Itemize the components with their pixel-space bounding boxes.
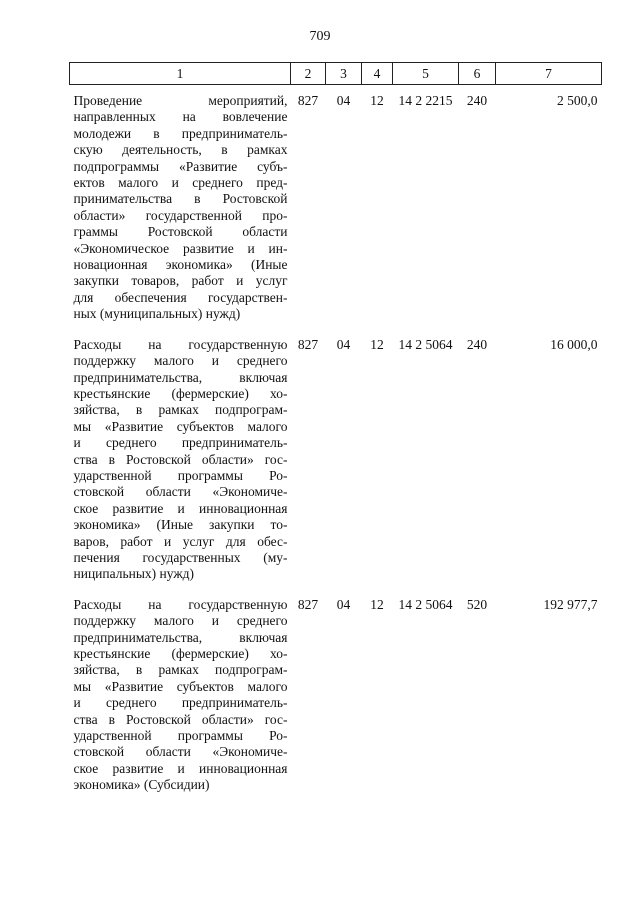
description-line: стовской области «Экономиче- bbox=[73, 744, 288, 760]
description-line: и среднего предприниматель- bbox=[73, 695, 288, 711]
description-line: граммы Ростовской области bbox=[73, 224, 288, 240]
row-amount: 2 500,0 bbox=[557, 93, 598, 108]
row-description bbox=[70, 589, 291, 800]
description-line: для обеспечения государствен- bbox=[73, 289, 288, 305]
row-ministry-code: 827 bbox=[297, 596, 319, 612]
row-expense-type: 520 bbox=[466, 596, 488, 612]
header-col-3: 3 bbox=[326, 63, 362, 85]
header-col-5: 5 bbox=[393, 63, 459, 85]
description-line: крестьянские (фермерские) хо- bbox=[73, 385, 288, 401]
description-line: молодежи в предприниматель- bbox=[73, 125, 288, 141]
description-line: «Экономическое развитие и ин- bbox=[73, 240, 288, 256]
header-col-2: 2 bbox=[291, 63, 326, 85]
row-ministry-code: 827 bbox=[297, 93, 319, 108]
description-line: подпрограммы «Развитие субъ- bbox=[73, 158, 288, 174]
row-expense-type: 240 bbox=[466, 93, 488, 108]
description-line: ных (муниципальных) нужд) bbox=[73, 306, 241, 322]
header-col-1: 1 bbox=[70, 63, 291, 85]
row-subsection-code: 12 bbox=[370, 596, 384, 612]
description-line: экономика» (Иные закупки то- bbox=[73, 517, 288, 533]
description-line: Расходы на государственную bbox=[73, 596, 288, 612]
row-section-code: 04 bbox=[336, 596, 351, 612]
description-line: направленных на вовлечение bbox=[73, 109, 288, 125]
description-line: мы «Развитие субъектов малого bbox=[73, 678, 288, 694]
budget-table bbox=[69, 62, 602, 800]
row-ministry-code: 827 bbox=[297, 336, 319, 352]
row-expense-type: 240 bbox=[466, 336, 488, 352]
description-line: предпринимательства, включая bbox=[73, 369, 288, 385]
header-col-7: 7 bbox=[496, 63, 602, 85]
table-row bbox=[70, 329, 602, 589]
description-line: ударственной программы Ро- bbox=[73, 728, 288, 744]
description-line: предпринимательства, включая bbox=[73, 629, 288, 645]
header-col-6: 6 bbox=[459, 63, 496, 85]
description-line: Проведение мероприятий, bbox=[73, 93, 288, 108]
description-line: ское развитие и инновационная bbox=[73, 760, 288, 776]
description-line: скую деятельность, в рамках bbox=[73, 142, 288, 158]
header-row bbox=[70, 63, 602, 85]
description-line: новационная экономика» (Иные bbox=[73, 257, 288, 273]
description-line: ударственной программы Ро- bbox=[73, 467, 288, 483]
row-target-article: 14 2 5064 bbox=[398, 336, 453, 352]
row-target-article: 14 2 2215 bbox=[398, 93, 453, 108]
row-target-article: 14 2 5064 bbox=[398, 596, 453, 612]
description-line: ское развитие и инновационная bbox=[73, 500, 288, 516]
table-body bbox=[70, 85, 602, 800]
description-line: области» государственной про- bbox=[73, 207, 288, 223]
description-line: ства в Ростовской области» гос- bbox=[73, 451, 288, 467]
description-line: зяйства, в рамках подпрограм- bbox=[73, 402, 288, 418]
description-line: и среднего предприниматель- bbox=[73, 435, 288, 451]
row-amount: 16 000,0 bbox=[550, 336, 598, 352]
row-description bbox=[70, 85, 291, 329]
table-row bbox=[70, 589, 602, 800]
description-line: экономика» (Субсидии) bbox=[73, 777, 210, 793]
description-line: ства в Ростовской области» гос- bbox=[73, 711, 288, 727]
description-line: закупки товаров, работ и услуг bbox=[73, 273, 288, 289]
description-line: печения государственных (му- bbox=[73, 549, 288, 565]
description-line: поддержку малого и среднего bbox=[73, 353, 288, 369]
table-row bbox=[70, 85, 602, 329]
description-line: зяйства, в рамках подпрограм- bbox=[73, 662, 288, 678]
header-col-4: 4 bbox=[362, 63, 393, 85]
row-amount: 192 977,7 bbox=[543, 596, 598, 612]
description-line: ектов малого и среднего пред- bbox=[73, 175, 288, 191]
row-subsection-code: 12 bbox=[370, 336, 384, 352]
description-line: ниципальных) нужд) bbox=[73, 566, 195, 582]
description-line: принимательства в Ростовской bbox=[73, 191, 288, 207]
row-description bbox=[70, 329, 291, 589]
description-line: крестьянские (фермерские) хо- bbox=[73, 646, 288, 661]
row-section-code: 04 bbox=[336, 336, 351, 352]
description-line: поддержку малого и среднего bbox=[73, 613, 288, 629]
description-line: варов, работ и услуг для обес- bbox=[73, 533, 288, 549]
page-number: 709 bbox=[309, 29, 331, 44]
row-section-code: 04 bbox=[336, 93, 351, 108]
description-line: Расходы на государственную bbox=[73, 336, 288, 352]
description-line: стовской области «Экономиче- bbox=[73, 484, 288, 500]
row-subsection-code: 12 bbox=[370, 93, 384, 108]
description-line: мы «Развитие субъектов малого bbox=[73, 418, 288, 434]
